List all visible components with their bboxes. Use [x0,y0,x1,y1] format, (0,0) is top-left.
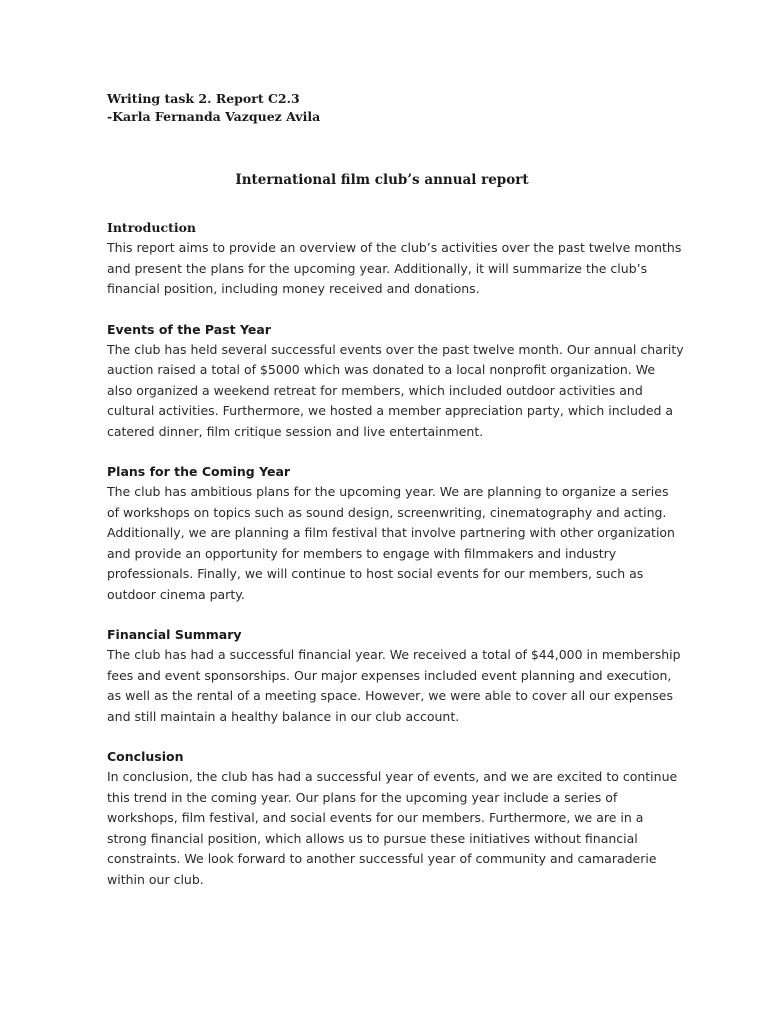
section-events [107,320,684,443]
section-conclusion [107,747,678,890]
section-text [107,645,681,727]
section-text [107,238,682,300]
author-line: -Karla Fernanda Vazquez Avila [107,109,321,124]
section-heading: Financial Summary [107,627,242,642]
section-financial-summary [107,625,681,727]
text-line: and still maintain a healthy balance in our club account. [107,708,460,724]
section-heading: Events of the Past Year [107,321,271,337]
text-line: financial position, including money received and donations. [107,281,480,296]
text-line: outdoor cinema party. [107,586,245,602]
report-body [107,218,684,910]
text-line: constraints. We look forward to another successful year of community and camaraderie [107,851,657,866]
section-text [107,340,684,443]
text-line: within our club. [107,871,204,887]
text-line: and present the plans for the upcoming year. Additionally, it will summarize the club’s [107,260,648,276]
text-line: Additionally, we are planning a film festival that involve partnering with other organization [107,525,675,540]
section-heading: Plans for the Coming Year [107,464,291,479]
text-line: This report aims to provide an overview of the club’s activities over the past twelve months [107,240,682,255]
text-line: strong financial position, which allows us to pursue these initiatives without financial [107,830,638,846]
text-line: auction raised a total of $5000 which was donated to a local nonprofit organization. We [107,362,656,377]
text-line: fees and event sponsorships. Our major expenses included event planning and execution, [107,667,672,683]
task-line: Writing task 2. Report C2.3 [107,91,300,106]
text-line: In conclusion, the club has had a successful year of events, and we are excited to continue [107,769,678,784]
text-line: workshops, film festival, and social events for our members. Furthermore, we are in a [107,810,644,825]
text-line: as well as the rental of a meeting space. However, we were able to cover all our expenses [107,688,673,703]
document-header [107,90,667,126]
section-plans [107,462,675,605]
section-heading: Conclusion [107,749,184,764]
text-line: professionals. Finally, we will continue to host social events for our members, such as [107,566,644,581]
section-heading: Introduction [107,220,197,235]
text-line: cultural activities. Furthermore, we hosted a member appreciation party, which included a [107,403,674,418]
text-line: this trend in the coming year. Our plans for the upcoming year include a series of [107,789,618,805]
section-introduction [107,218,682,300]
text-line: also organized a weekend retreat for members, which included outdoor activities and [107,382,643,398]
section-text [107,482,675,605]
text-line: The club has ambitious plans for the upcoming year. We are planning to organize a series [107,484,669,499]
text-line: The club has had a successful financial year. We received a total of $44,000 in membership [107,647,681,662]
text-line: of workshops on topics such as sound design, screenwriting, cinematography and acting. [107,504,667,520]
text-line: and provide an opportunity for members to engage with filmmakers and industry [107,545,617,561]
text-line: The club has held several successful events over the past twelve month. Our annual charity [107,341,684,357]
text-line: catered dinner, film critique session and live entertainment. [107,423,484,439]
report-title: International film club’s annual report [235,172,529,188]
section-text [107,767,678,890]
